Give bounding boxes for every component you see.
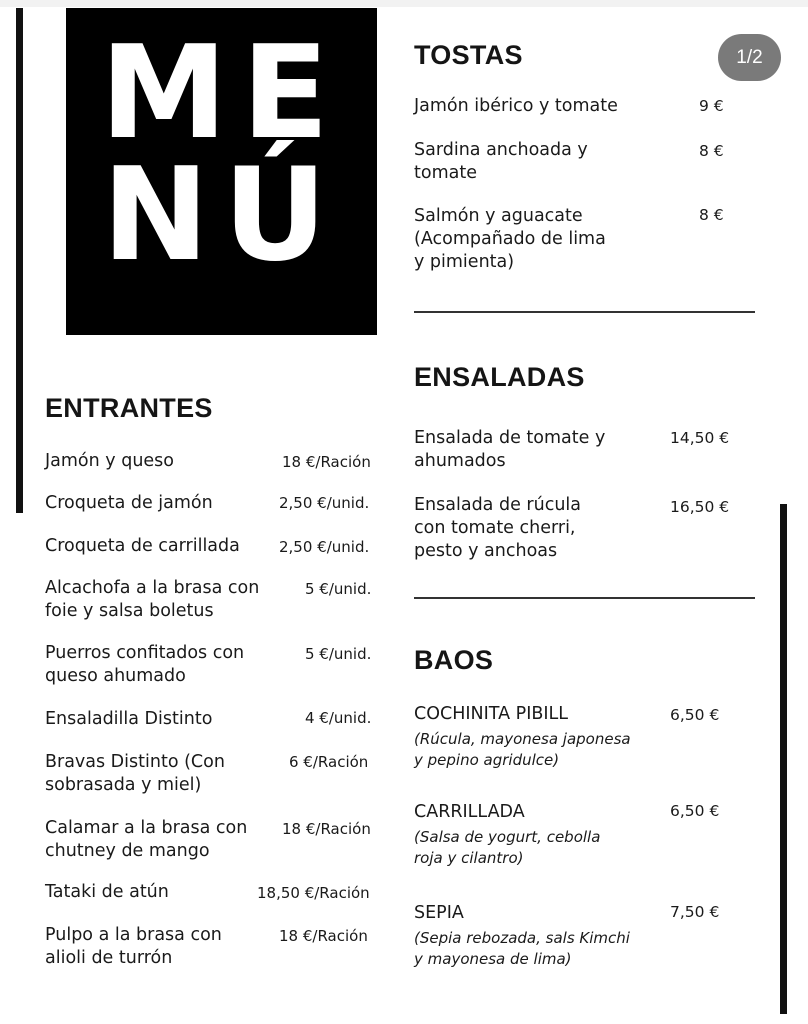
- section-title-ensaladas: ENSALADAS: [414, 362, 585, 392]
- item-description: (Rúcula, mayonesa japonesa y pepino agridulce): [414, 730, 631, 769]
- tosta-item: [414, 139, 674, 185]
- entrante-item: [45, 642, 295, 688]
- section-divider: [414, 311, 755, 313]
- entrante-item: [45, 924, 295, 970]
- ensalada-item: [414, 427, 664, 473]
- item-name: Salmón y aguacate (Acompañado de lima y pimienta): [414, 206, 606, 272]
- item-name: Alcachofa a la brasa con foie y salsa boletus: [45, 578, 260, 621]
- item-price: 9 €: [699, 97, 724, 115]
- entrante-item: [45, 535, 280, 558]
- menu-title-line-2: NÚ: [101, 141, 342, 290]
- item-price: 2,50 €/unid.: [279, 494, 370, 512]
- bao-item: [414, 801, 664, 869]
- item-price: 18 €/Ración: [279, 927, 368, 945]
- entrante-item: [45, 577, 295, 623]
- entrante-item: [45, 751, 295, 797]
- item-description: (Salsa de yogurt, cebolla roja y cilantro): [414, 828, 601, 867]
- section-title-baos: BAOS: [414, 645, 494, 675]
- item-name: Jamón ibérico y tomate: [414, 96, 618, 116]
- item-price: 18 €/Ración: [282, 453, 371, 471]
- menu-title-block: [66, 8, 377, 335]
- item-name: SEPIA: [414, 903, 464, 923]
- right-decorative-bar: [780, 504, 787, 1014]
- item-price: 18 €/Ración: [282, 820, 371, 838]
- item-price: 18,50 €/Ración: [257, 884, 370, 902]
- tosta-item: [414, 95, 674, 118]
- item-name: Pulpo a la brasa con alioli de turrón: [45, 925, 222, 968]
- item-name: Ensalada de rúcula con tomate cherri, pesto y anchoas: [414, 495, 581, 561]
- item-name: Tataki de atún: [45, 882, 169, 902]
- section-title-tostas: TOSTAS: [414, 40, 523, 70]
- item-price: 8 €: [699, 142, 724, 160]
- item-name: Ensaladilla Distinto: [45, 709, 213, 729]
- item-name: Puerros confitados con queso ahumado: [45, 643, 245, 686]
- entrante-item: [45, 450, 280, 473]
- entrante-item: [45, 881, 245, 904]
- item-description: (Sepia rebozada, sals Kimchi y mayonesa de lima): [414, 929, 630, 968]
- ensalada-item: [414, 494, 664, 563]
- item-name: COCHINITA PIBILL: [414, 704, 569, 724]
- item-name: Croqueta de carrillada: [45, 536, 240, 556]
- item-price: 7,50 €: [670, 903, 720, 921]
- item-name: Calamar a la brasa con chutney de mango: [45, 818, 248, 861]
- item-name: Ensalada de tomate y ahumados: [414, 428, 606, 471]
- left-decorative-bar: [16, 8, 23, 513]
- section-divider: [414, 597, 755, 599]
- menu-title-line-1: ME: [100, 19, 343, 168]
- top-edge-line: [0, 0, 808, 7]
- item-price: 6,50 €: [670, 706, 720, 724]
- item-price: 14,50 €: [670, 429, 730, 447]
- item-price: 6,50 €: [670, 802, 720, 820]
- item-price: 16,50 €: [670, 498, 730, 516]
- item-name: Jamón y queso: [45, 451, 175, 471]
- bao-item: [414, 703, 664, 771]
- item-price: 4 €/unid.: [305, 709, 372, 727]
- item-name: Croqueta de jamón: [45, 493, 213, 513]
- item-name: CARRILLADA: [414, 802, 525, 822]
- bao-item: [414, 902, 664, 970]
- section-title-entrantes: ENTRANTES: [45, 393, 213, 423]
- item-price: 2,50 €/unid.: [279, 538, 370, 556]
- item-name: Sardina anchoada y tomate: [414, 140, 588, 183]
- page-indicator-badge[interactable]: 1/2: [718, 34, 781, 81]
- entrante-item: [45, 817, 295, 863]
- entrante-item: [45, 708, 280, 731]
- item-price: 5 €/unid.: [305, 580, 372, 598]
- item-price: 6 €/Ración: [289, 753, 369, 771]
- tosta-item: [414, 205, 674, 274]
- item-price: 8 €: [699, 206, 724, 224]
- entrante-item: [45, 492, 280, 515]
- item-price: 5 €/unid.: [305, 645, 372, 663]
- item-name: Bravas Distinto (Con sobrasada y miel): [45, 752, 225, 795]
